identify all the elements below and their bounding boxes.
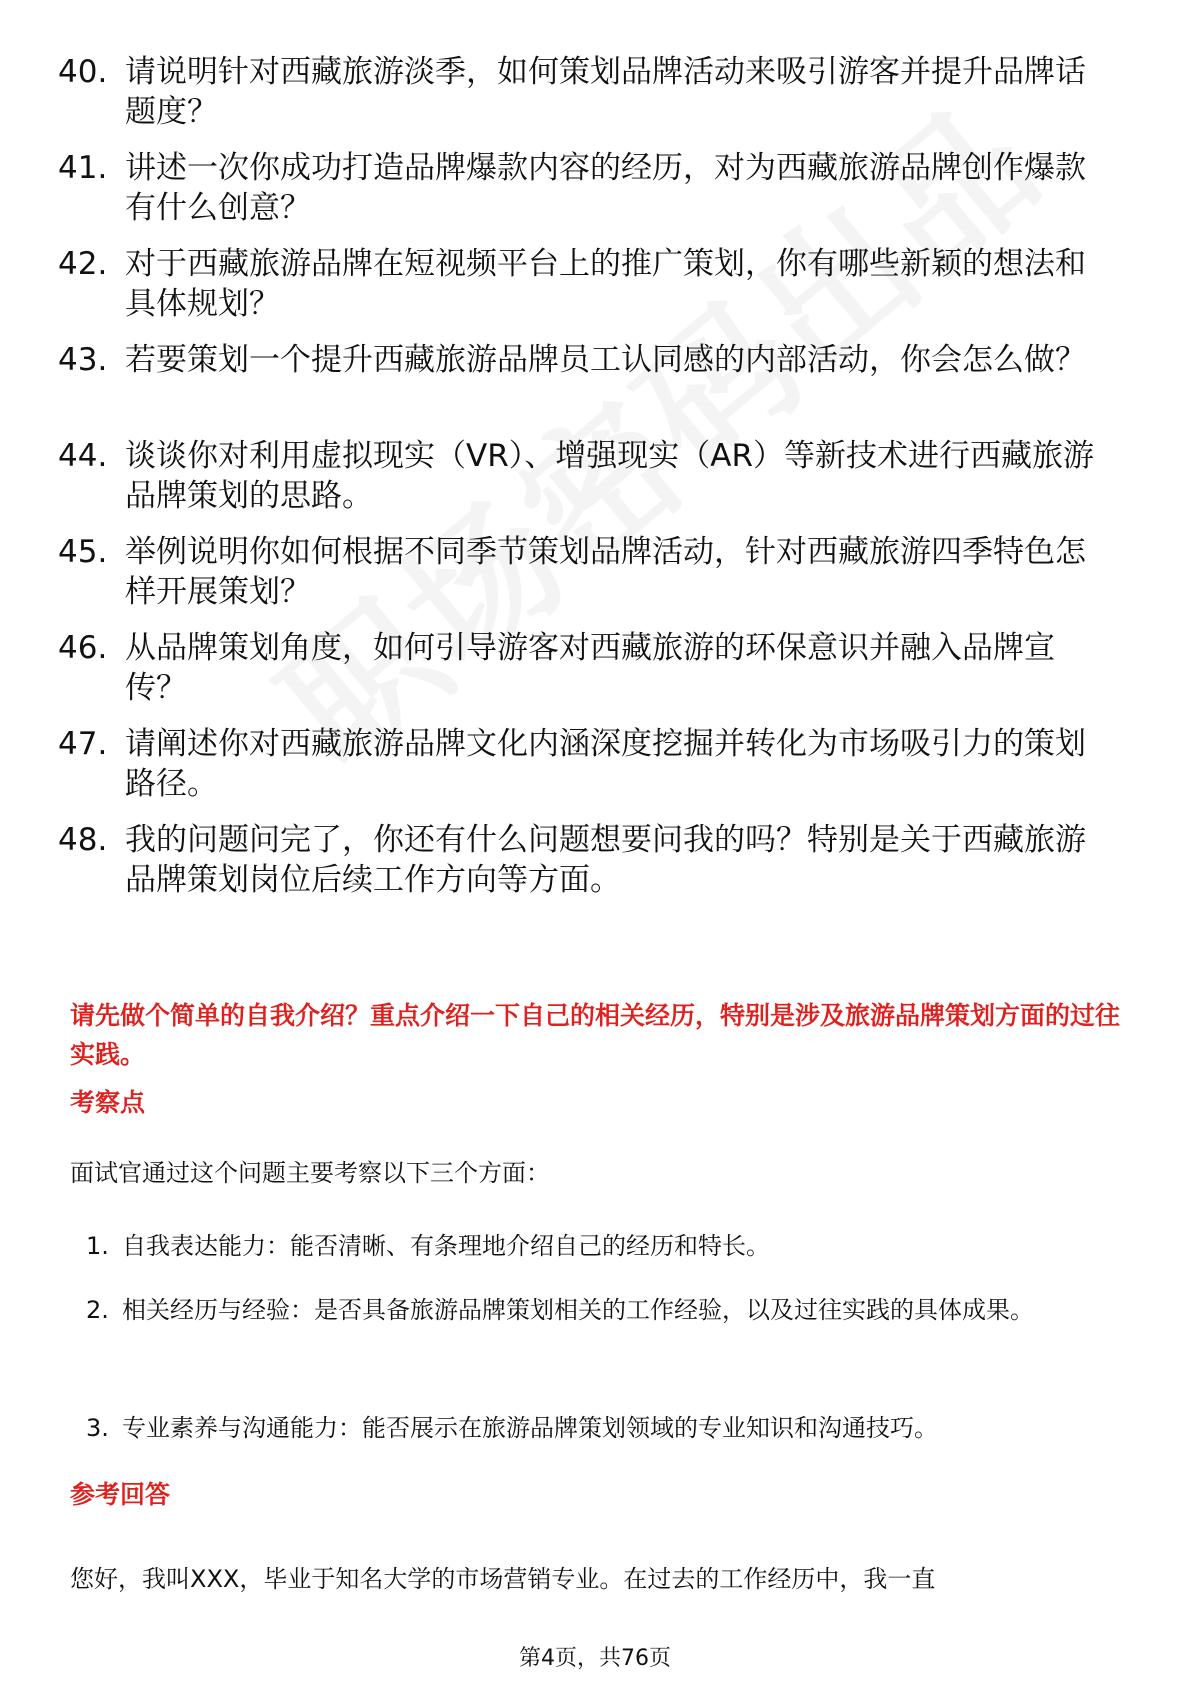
assessment-intro: 面试官通过这个问题主要考察以下三个方面： xyxy=(70,1159,550,1187)
question-text: 谈谈你对利用虚拟现实（VR）、增强现实（AR）等新技术进行西藏旅游品牌策划的思路。 xyxy=(125,438,1094,514)
featured-question: 请先做个简单的自我介绍？重点介绍一下自己的相关经历，特别是涉及旅游品牌策划方面的过往实践。 xyxy=(70,1001,1121,1069)
answer-text: 您好，我叫XXX，毕业于知名大学的市场营销专业。在过去的工作经历中，我一直 xyxy=(70,1565,936,1593)
question-number: 47. xyxy=(58,726,108,762)
item-text: 自我表达能力：能否清晰、有条理地介绍自己的经历和特长。 xyxy=(122,1232,770,1260)
item-number: 3. xyxy=(86,1414,109,1442)
question-text: 讲述一次你成功打造品牌爆款内容的经历，对为西藏旅游品牌创作爆款有什么创意？ xyxy=(125,150,1086,226)
question-number: 45. xyxy=(58,534,108,570)
question-number: 42. xyxy=(58,246,108,282)
question-number: 46. xyxy=(58,630,108,666)
question-text: 若要策划一个提升西藏旅游品牌员工认同感的内部活动，你会怎么做？ xyxy=(125,342,1086,378)
question-text: 举例说明你如何根据不同季节策划品牌活动，针对西藏旅游四季特色怎样开展策划？ xyxy=(125,534,1086,610)
question-text: 请阐述你对西藏旅游品牌文化内涵深度挖掘并转化为市场吸引力的策划路径。 xyxy=(125,726,1086,802)
question-text: 从品牌策划角度，如何引导游客对西藏旅游的环保意识并融入品牌宣传？ xyxy=(125,630,1055,706)
item-text: 专业素养与沟通能力：能否展示在旅游品牌策划领域的专业知识和沟通技巧。 xyxy=(122,1414,938,1442)
item-number: 1. xyxy=(86,1232,109,1260)
question-number: 40. xyxy=(58,54,108,90)
question-text: 对于西藏旅游品牌在短视频平台上的推广策划，你有哪些新颖的想法和具体规划？ xyxy=(125,246,1086,322)
item-number: 2. xyxy=(86,1296,109,1324)
question-number: 41. xyxy=(58,150,108,186)
question-text: 请说明针对西藏旅游淡季，如何策划品牌活动来吸引游客并提升品牌话题度？ xyxy=(125,54,1086,130)
item-text: 相关经历与经验：是否具备旅游品牌策划相关的工作经验，以及过往实践的具体成果。 xyxy=(122,1296,1034,1324)
page-footer: 第4页，共76页 xyxy=(519,1646,671,1671)
answer-title: 参考回答 xyxy=(70,1480,171,1509)
question-text: 我的问题问完了，你还有什么问题想要问我的吗？特别是关于西藏旅游品牌策划岗位后续工作方向等方面。 xyxy=(125,822,1086,898)
question-number: 43. xyxy=(58,342,108,378)
question-number: 48. xyxy=(58,822,108,858)
question-number: 44. xyxy=(58,438,108,474)
assessment-title: 考察点 xyxy=(70,1088,146,1117)
